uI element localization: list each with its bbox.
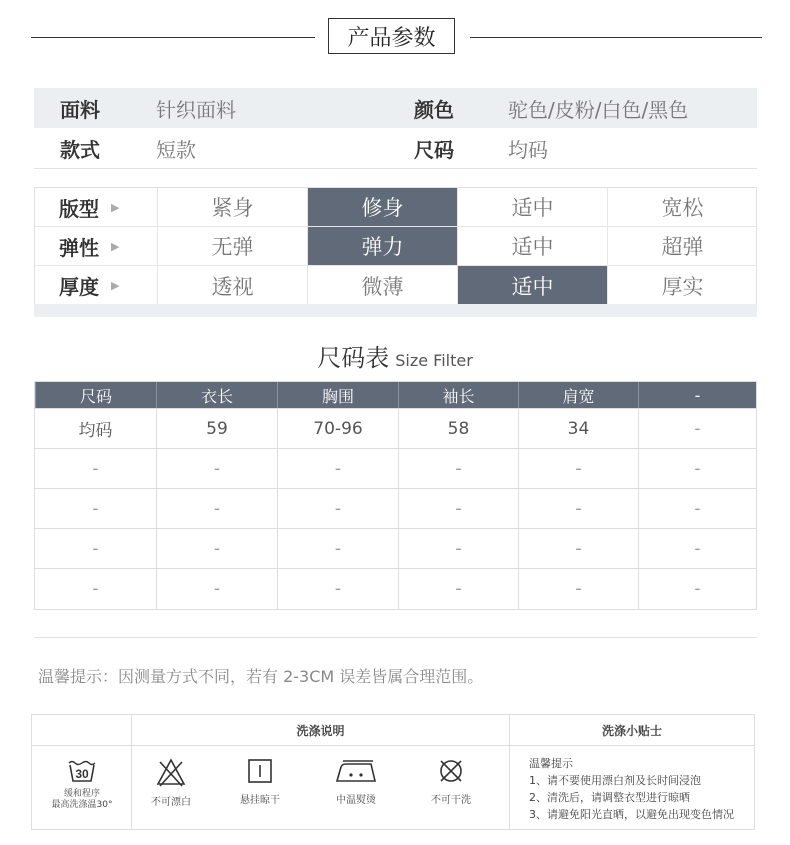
fit-grid [34,187,757,306]
tips-header: 洗涤小贴士 [601,723,662,738]
table-cell: 58 [398,409,518,448]
table-cell: 34 [518,409,638,448]
fit-option: 适中 [457,188,607,226]
measurement-tip: 温馨提示：因测量方式不同，若有 2-3CM 误差皆属合理范围。 [38,667,484,686]
fit-row [35,227,756,266]
page-title [328,18,455,54]
table-cell: - [638,529,756,568]
fit-option: 适中 [457,227,607,265]
table-cell: - [156,449,277,488]
divider [34,637,757,638]
table-cell: - [398,449,518,488]
fit-label-text: 版型 [59,196,99,221]
fit-row [35,266,756,305]
wash-header: 洗涤说明 [296,723,345,738]
fit-option: 紧身 [157,188,307,226]
table-cell: 均码 [78,421,113,441]
table-cell: - [92,538,99,559]
fit-label-text: 弹性 [59,235,99,260]
table-cell: - [92,498,99,519]
no-bleach-icon [155,757,187,787]
care-tips [529,755,734,823]
fit-row-label [35,188,157,226]
table-row [35,529,756,569]
header-cell: 袖长 [398,382,518,408]
fit-option: 弹力 [307,227,457,265]
table-cell: - [518,529,638,568]
table-cell: - [518,489,638,528]
fit-option: 宽松 [607,188,757,226]
fit-row-label [35,227,157,265]
table-cell: - [398,569,518,609]
tip-line: 1、请不要使用漂白剂及长时间浸泡 [529,774,701,787]
table-cell: 70-96 [277,409,398,448]
size-title-cn: 尺码表 [317,344,390,372]
table-cell: - [638,489,756,528]
param-label: 颜色 [414,97,454,122]
param-value: 驼色/皮粉/白色/黑色 [508,97,689,122]
param-value: 针织面料 [156,97,236,122]
fit-option: 透视 [157,266,307,305]
header-cell: 肩宽 [518,382,638,408]
product-params [34,88,757,169]
param-row [34,88,757,128]
care-instructions [31,714,755,830]
table-cell: - [277,529,398,568]
param-label: 款式 [60,137,100,162]
divider-band [34,304,757,317]
fit-option: 修身 [307,188,457,226]
table-cell: - [277,489,398,528]
table-cell: 59 [156,409,277,448]
param-label: 面料 [60,97,100,122]
fit-label-text: 厚度 [59,275,99,299]
table-row [35,489,756,529]
param-row [34,128,757,169]
care-label: 不可漂白 [151,797,191,808]
table-cell: - [398,489,518,528]
wash-label: 缓和程序 [63,789,100,799]
wash-30-block [32,751,132,811]
fit-option: 无弹 [157,227,307,265]
table-row [35,409,756,449]
page-title-text: 产品参数 [347,25,436,51]
size-table [34,381,757,610]
size-table-title [0,338,790,373]
header-cell: 胸围 [277,382,398,408]
care-label: 中温熨烫 [336,795,376,806]
no-dry-clean-icon [437,757,465,785]
care-item [136,757,206,808]
size-table-header [35,382,756,409]
fit-option: 厚实 [607,266,757,305]
table-cell: - [156,569,277,609]
size-title-en: Size Filter [395,351,473,370]
fit-row [35,188,756,227]
header-cell: 衣长 [156,382,277,408]
table-row [35,569,756,609]
wash-label: 最高洗涤温30° [51,800,113,810]
title-rule-left [31,37,315,38]
care-item [321,757,391,806]
care-item [416,757,486,806]
table-cell: - [277,569,398,609]
table-cell: - [638,409,756,448]
wash-temp: 30 [75,767,89,781]
table-cell: - [638,449,756,488]
tip-line: 2、清洗后，请调整衣型进行晾晒 [529,791,690,804]
tips-title: 温馨提示 [529,757,573,770]
table-cell: - [398,529,518,568]
fit-option: 微薄 [307,266,457,305]
tip-line: 3、请避免阳光直晒，以避免出现变色情况 [529,808,734,821]
care-item [225,757,295,806]
param-label: 尺码 [414,137,454,162]
title-rule-right [470,37,762,38]
divider [32,745,754,746]
wash-tub-icon [67,757,97,785]
table-cell: - [277,449,398,488]
table-cell: - [92,458,99,479]
triangle-right-icon: ▶ [111,200,120,214]
table-row [35,449,756,489]
iron-medium-icon [333,757,379,785]
param-value: 短款 [156,137,196,162]
care-label: 悬挂晾干 [240,795,280,806]
triangle-right-icon: ▶ [111,239,120,253]
fit-row-label [35,266,157,305]
table-cell: - [156,529,277,568]
table-cell: - [518,569,638,609]
table-cell: - [518,449,638,488]
table-cell: - [638,569,756,609]
triangle-right-icon: ▶ [111,279,120,292]
table-cell: - [92,579,99,599]
table-cell: - [156,489,277,528]
param-value: 均码 [508,137,548,162]
fit-option: 适中 [457,266,607,305]
header-cell: - [638,382,756,408]
header-cell: 尺码 [35,382,156,408]
fit-option: 超弹 [607,227,757,265]
hang-dry-icon [246,757,274,785]
care-label: 不可干洗 [431,795,471,806]
